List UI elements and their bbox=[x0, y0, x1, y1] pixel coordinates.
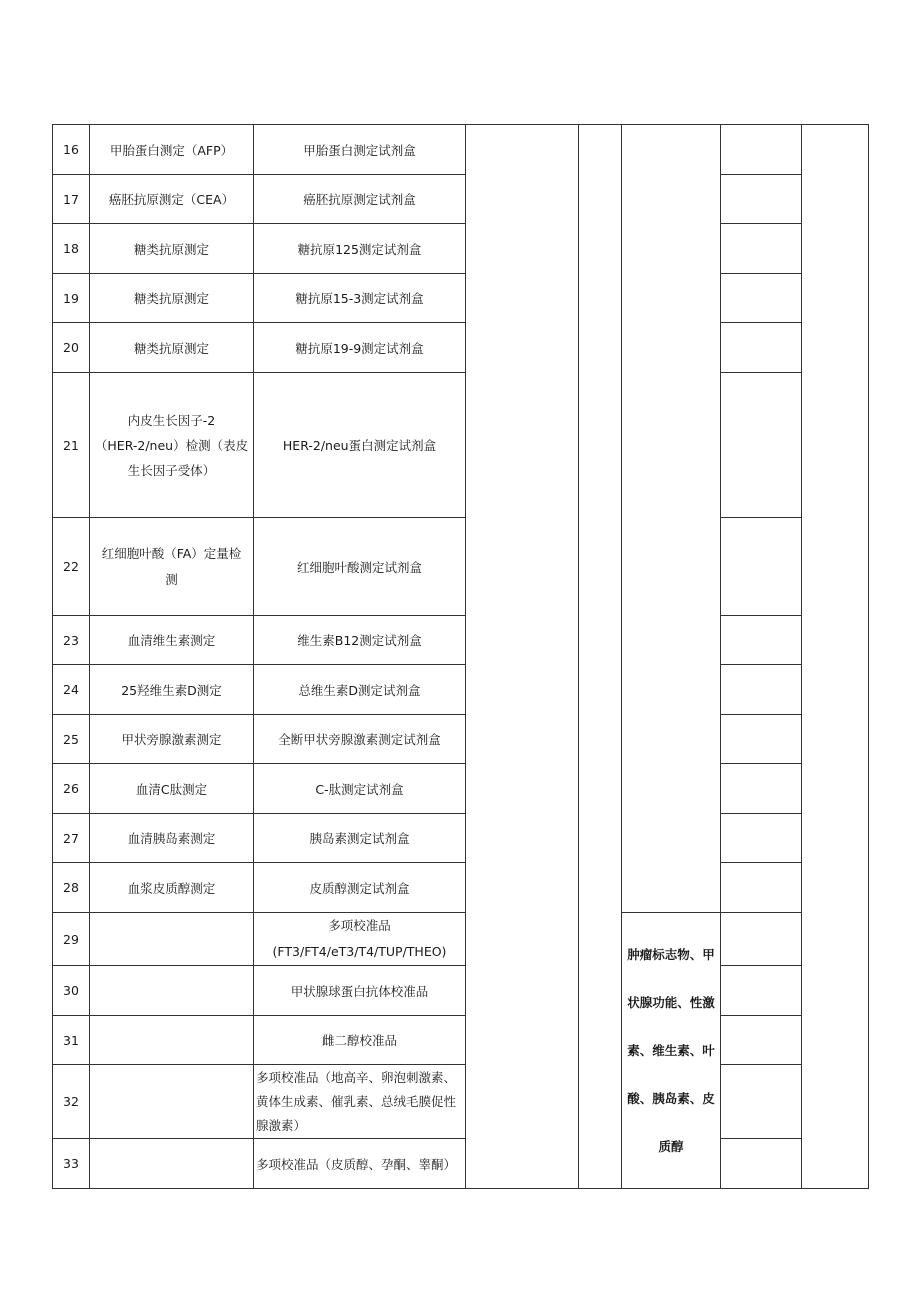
reagent-name-cell bbox=[254, 814, 466, 863]
reagent-name-cell bbox=[254, 616, 466, 665]
empty-cell bbox=[721, 518, 802, 616]
reagent-name-cell bbox=[254, 966, 466, 1016]
test-item-line: 糖类抗原测定 bbox=[133, 340, 209, 356]
test-item-line: 测 bbox=[165, 571, 178, 587]
table-row bbox=[53, 863, 869, 913]
row-number: 27 bbox=[53, 814, 90, 863]
empty-cell bbox=[721, 863, 802, 913]
table-row bbox=[53, 175, 869, 224]
empty-cell bbox=[721, 224, 802, 274]
category-blank-cell bbox=[622, 125, 721, 913]
test-item-cell bbox=[90, 913, 254, 966]
test-item-line: 糖类抗原测定 bbox=[133, 291, 209, 306]
reagent-name-line: 癌胚抗原测定试剂盒 bbox=[303, 192, 416, 207]
row-number: 22 bbox=[53, 518, 90, 616]
reagent-name-cell bbox=[254, 125, 466, 175]
table-row bbox=[53, 764, 869, 814]
test-item-line: 血清胰岛素测定 bbox=[127, 831, 216, 846]
row-number: 23 bbox=[53, 616, 90, 665]
table-row bbox=[53, 373, 869, 518]
test-item-line: 血清C肽测定 bbox=[135, 781, 208, 797]
row-number: 18 bbox=[53, 224, 90, 274]
test-item-cell bbox=[90, 518, 254, 616]
empty-cell bbox=[721, 665, 802, 715]
test-item-line: 糖类抗原测定 bbox=[133, 241, 209, 257]
row-number: 26 bbox=[53, 764, 90, 814]
category-line: 素、维生素、叶 bbox=[627, 1042, 715, 1058]
merged-blank-cell bbox=[802, 125, 869, 1189]
reagent-name-cell bbox=[254, 665, 466, 715]
test-item-cell bbox=[90, 125, 254, 175]
empty-cell bbox=[721, 1065, 802, 1139]
empty-cell bbox=[721, 616, 802, 665]
test-item-cell bbox=[90, 966, 254, 1016]
empty-cell bbox=[721, 1139, 802, 1189]
reagent-name-cell bbox=[254, 913, 466, 966]
table-row bbox=[53, 125, 869, 175]
empty-cell bbox=[721, 764, 802, 814]
merged-blank-cell bbox=[466, 125, 579, 1189]
reagent-name-cell bbox=[254, 274, 466, 323]
test-item-cell bbox=[90, 665, 254, 715]
reagent-name-line: 多项校准品（皮质醇、孕酮、睾酮） bbox=[256, 1156, 457, 1172]
merged-blank-cell bbox=[579, 125, 622, 1189]
empty-cell bbox=[721, 913, 802, 966]
test-item-line: 红细胞叶酸（FA）定量检 bbox=[101, 545, 242, 561]
reagent-name-cell bbox=[254, 224, 466, 274]
table-row bbox=[53, 274, 869, 323]
table-row bbox=[53, 913, 869, 966]
row-number: 17 bbox=[53, 175, 90, 224]
row-number: 25 bbox=[53, 715, 90, 764]
table-row bbox=[53, 1016, 869, 1065]
row-number: 21 bbox=[53, 373, 90, 518]
reagent-name-line: 雌二醇校准品 bbox=[321, 1033, 397, 1048]
reagent-name-line: 维生素B12测定试剂盒 bbox=[297, 633, 422, 648]
category-line: 酸、胰岛素、皮 bbox=[627, 1090, 715, 1106]
empty-cell bbox=[721, 814, 802, 863]
reagent-name-line: 胰岛素测定试剂盒 bbox=[309, 831, 410, 846]
reagent-name-cell bbox=[254, 373, 466, 518]
test-item-cell bbox=[90, 274, 254, 323]
empty-cell bbox=[721, 274, 802, 323]
empty-cell bbox=[721, 715, 802, 764]
test-item-cell bbox=[90, 175, 254, 224]
row-number: 20 bbox=[53, 323, 90, 373]
table-row bbox=[53, 616, 869, 665]
table-row bbox=[53, 1065, 869, 1139]
reagent-name-line: (FT3/FT4/eT3/T4/TUP/THEO) bbox=[272, 944, 447, 959]
row-number: 16 bbox=[53, 125, 90, 175]
test-item-line: 血清维生素测定 bbox=[127, 633, 216, 648]
table-row bbox=[53, 1139, 869, 1189]
reagent-name-cell bbox=[254, 1016, 466, 1065]
test-item-cell bbox=[90, 1139, 254, 1189]
reagent-name-line: 多项校准品 bbox=[328, 918, 391, 933]
test-item-cell bbox=[90, 715, 254, 764]
category-cell bbox=[622, 913, 721, 1189]
reagent-name-line: 腺激素） bbox=[256, 1117, 307, 1133]
reagent-table bbox=[52, 124, 869, 1189]
reagent-name-cell bbox=[254, 863, 466, 913]
test-item-line: 血浆皮质醇测定 bbox=[127, 880, 216, 896]
test-item-cell bbox=[90, 616, 254, 665]
test-item-line: 甲胎蛋白测定（AFP） bbox=[109, 142, 234, 158]
empty-cell bbox=[721, 175, 802, 224]
table-row bbox=[53, 814, 869, 863]
category-line: 肿瘤标志物、甲 bbox=[627, 946, 715, 962]
table-row bbox=[53, 224, 869, 274]
test-item-cell bbox=[90, 1016, 254, 1065]
test-item-cell bbox=[90, 1065, 254, 1139]
row-number: 28 bbox=[53, 863, 90, 913]
test-item-line: 甲状旁腺激素测定 bbox=[121, 732, 222, 747]
row-number: 33 bbox=[53, 1139, 90, 1189]
row-number: 30 bbox=[53, 966, 90, 1016]
reagent-name-line: 甲状腺球蛋白抗体校准品 bbox=[290, 983, 429, 999]
reagent-name-cell bbox=[254, 1139, 466, 1189]
empty-cell bbox=[721, 373, 802, 518]
table-row bbox=[53, 518, 869, 616]
test-item-cell bbox=[90, 764, 254, 814]
empty-cell bbox=[721, 125, 802, 175]
test-item-cell bbox=[90, 373, 254, 518]
test-item-line: （HER-2/neu）检测（表皮 bbox=[94, 437, 249, 453]
test-item-line: 25羟维生素D测定 bbox=[121, 682, 222, 698]
empty-cell bbox=[721, 966, 802, 1016]
reagent-name-line: C-肽测定试剂盒 bbox=[315, 781, 404, 797]
row-number: 31 bbox=[53, 1016, 90, 1065]
reagent-name-line: 皮质醇测定试剂盒 bbox=[309, 880, 410, 896]
table-row bbox=[53, 665, 869, 715]
reagent-name-line: 全断甲状旁腺激素测定试剂盒 bbox=[278, 732, 441, 747]
reagent-name-line: 甲胎蛋白测定试剂盒 bbox=[303, 142, 416, 158]
row-number: 24 bbox=[53, 665, 90, 715]
reagent-name-line: 糖抗原125测定试剂盒 bbox=[297, 241, 422, 257]
reagent-name-line: 总维生素D测定试剂盒 bbox=[298, 682, 421, 698]
reagent-name-line: 多项校准品（地高辛、卵泡刺激素、 bbox=[256, 1069, 457, 1085]
reagent-name-line: 糖抗原19-9测定试剂盒 bbox=[295, 340, 424, 356]
reagent-name-line: HER-2/neu蛋白测定试剂盒 bbox=[282, 438, 437, 453]
reagent-name-cell bbox=[254, 764, 466, 814]
row-number: 32 bbox=[53, 1065, 90, 1139]
row-number: 19 bbox=[53, 274, 90, 323]
test-item-cell bbox=[90, 814, 254, 863]
reagent-name-cell bbox=[254, 715, 466, 764]
table-row bbox=[53, 715, 869, 764]
test-item-cell bbox=[90, 863, 254, 913]
category-line: 质醇 bbox=[658, 1138, 684, 1154]
empty-cell bbox=[721, 1016, 802, 1065]
reagent-name-cell bbox=[254, 175, 466, 224]
test-item-cell bbox=[90, 323, 254, 373]
test-item-line: 内皮生长因子-2 bbox=[127, 412, 216, 428]
table-row bbox=[53, 966, 869, 1016]
reagent-name-cell bbox=[254, 1065, 466, 1139]
reagent-name-line: 糖抗原15-3测定试剂盒 bbox=[295, 291, 424, 306]
empty-cell bbox=[721, 323, 802, 373]
table-row bbox=[53, 323, 869, 373]
test-item-line: 癌胚抗原测定（CEA） bbox=[108, 192, 235, 207]
test-item-line: 生长因子受体） bbox=[127, 462, 216, 478]
reagent-name-cell bbox=[254, 323, 466, 373]
reagent-name-line: 红细胞叶酸测定试剂盒 bbox=[296, 559, 422, 575]
category-line: 状腺功能、性激 bbox=[627, 994, 715, 1010]
reagent-name-line: 黄体生成素、催乳素、总绒毛膜促性 bbox=[256, 1093, 457, 1109]
row-number: 29 bbox=[53, 913, 90, 966]
test-item-cell bbox=[90, 224, 254, 274]
reagent-name-cell bbox=[254, 518, 466, 616]
